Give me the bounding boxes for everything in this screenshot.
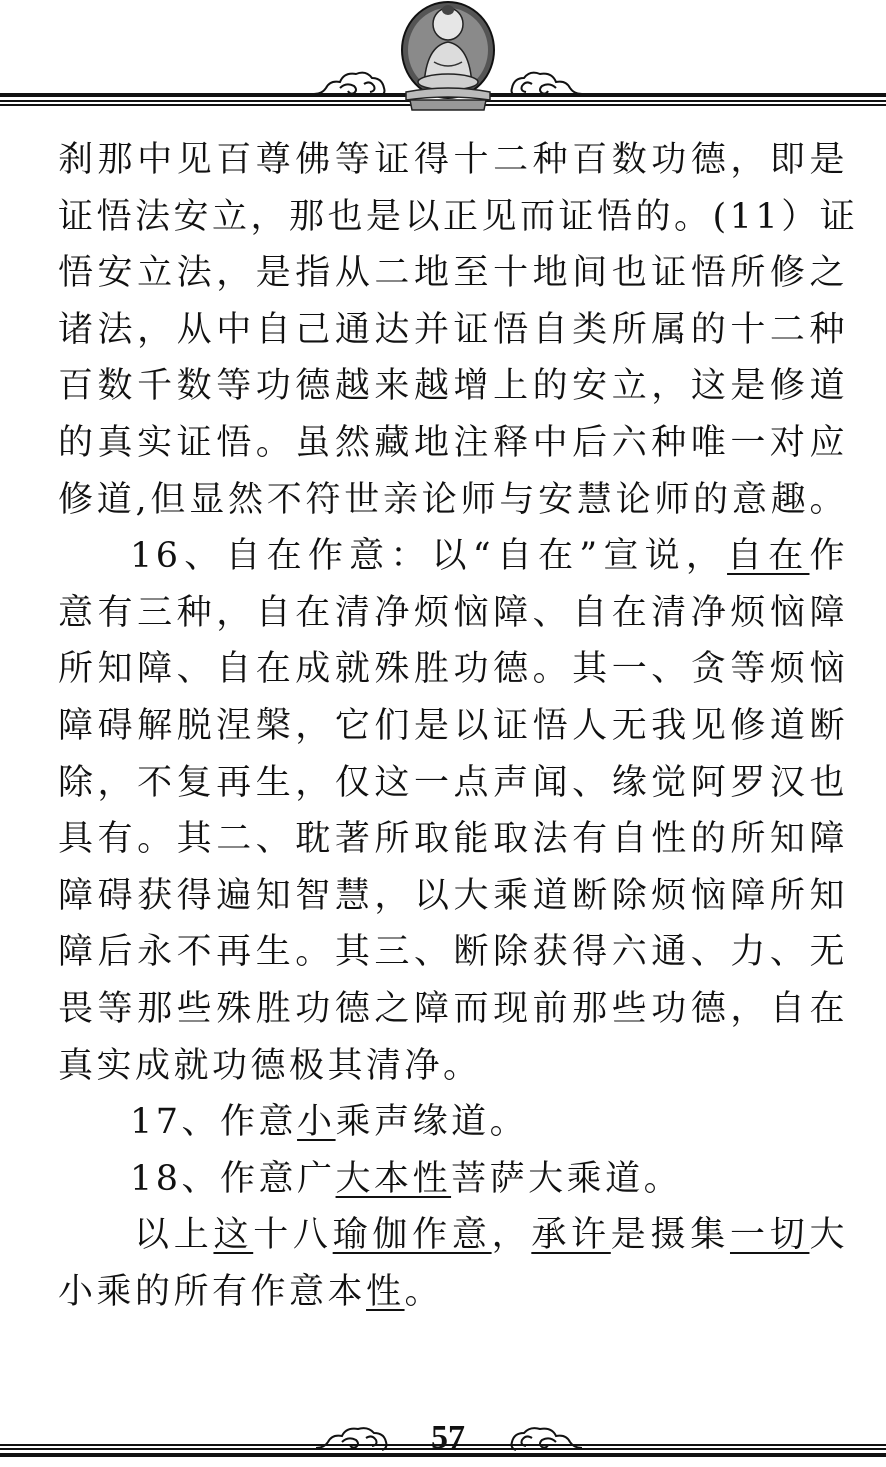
underlined-text: 承许: [531, 1215, 611, 1256]
text-line: 所知障、自在成就殊胜功德。其一、贪等烦恼: [58, 649, 848, 690]
text-line: 的真实证悟。虽然藏地注释中后六种唯一对应: [58, 422, 848, 463]
text-line: 诸法，从中自己通达并证悟自类所属的十二种: [58, 309, 848, 350]
page-body: [58, 132, 859, 1320]
underlined-text: 一切: [729, 1215, 810, 1256]
text-segment: 以上: [134, 1215, 214, 1256]
cloud-icon: [310, 66, 390, 100]
underlined-text: 自在: [727, 536, 810, 577]
buddha-icon: [398, 0, 498, 112]
underlined-text: 瑜伽作意: [332, 1215, 492, 1256]
text-segment: 菩萨大乘道。: [451, 1158, 683, 1199]
text-line: 刹那中见百尊佛等证得十二种百数功德，即是: [58, 140, 848, 180]
text-segment: 16、自在作意：以“自在”宣说，: [130, 536, 728, 577]
text-line-summary-end: [58, 1264, 848, 1321]
text-line: 证悟法安立，那也是以正见而证悟的。(11）证: [58, 196, 859, 237]
text-segment: 乘声缘道。: [335, 1102, 529, 1143]
text-segment: 大: [809, 1215, 848, 1256]
text-line-item-18: [58, 1151, 848, 1208]
text-line: 除，不复再生，仅这一点声闻、缘觉阿罗汉也: [58, 762, 848, 803]
text-line: 悟安立法，是指从二地至十地间也证悟所修之: [58, 253, 848, 294]
underlined-text: 小: [297, 1102, 336, 1143]
page-number: 57: [431, 1419, 465, 1456]
text-line: 百数千数等功德越来越增上的安立，这是修道: [58, 366, 848, 407]
cloud-icon: [312, 1424, 392, 1454]
text-segment: 18、作意广: [130, 1158, 336, 1199]
text-line-item-16: [58, 528, 848, 585]
text-line: 真实成就功德极其清净。: [58, 1045, 482, 1086]
underlined-text: 大本性: [335, 1158, 452, 1199]
text-segment: ，: [491, 1215, 532, 1256]
cloud-icon: [506, 66, 586, 100]
text-segment: 作: [809, 536, 848, 577]
cloud-icon: [506, 1424, 586, 1454]
text-line: 障后永不再生。其三、断除获得六通、力、无: [58, 932, 848, 973]
text-segment: 。: [404, 1271, 444, 1312]
text-line: 障碍解脱涅槃，它们是以证悟人无我见修道断: [58, 705, 848, 746]
text-line: 修道,但显然不符世亲论师与安慧论师的意趣。: [58, 479, 848, 520]
text-line-item-17: [58, 1094, 848, 1151]
text-segment: 17、作意: [130, 1102, 298, 1143]
page-header: [0, 0, 886, 115]
text-line: 具有。其二、耽著所取能取法有自性的所知障: [58, 819, 848, 860]
text-line: 障碍获得遍知智慧，以大乘道断除烦恼障所知: [58, 875, 848, 916]
underlined-text: 这: [213, 1215, 254, 1256]
text-segment: 十八: [253, 1215, 333, 1256]
text-line: 畏等那些殊胜功德之障而现前那些功德，自在: [58, 988, 848, 1029]
text-segment: 是摄集: [610, 1215, 730, 1256]
text-segment: 小乘的所有作意本: [58, 1271, 367, 1312]
text-line-summary: [58, 1207, 848, 1264]
text-line: 意有三种，自在清净烦恼障、自在清净烦恼障: [58, 592, 848, 633]
underlined-text: 性: [366, 1271, 405, 1312]
page-footer: [0, 1410, 886, 1467]
